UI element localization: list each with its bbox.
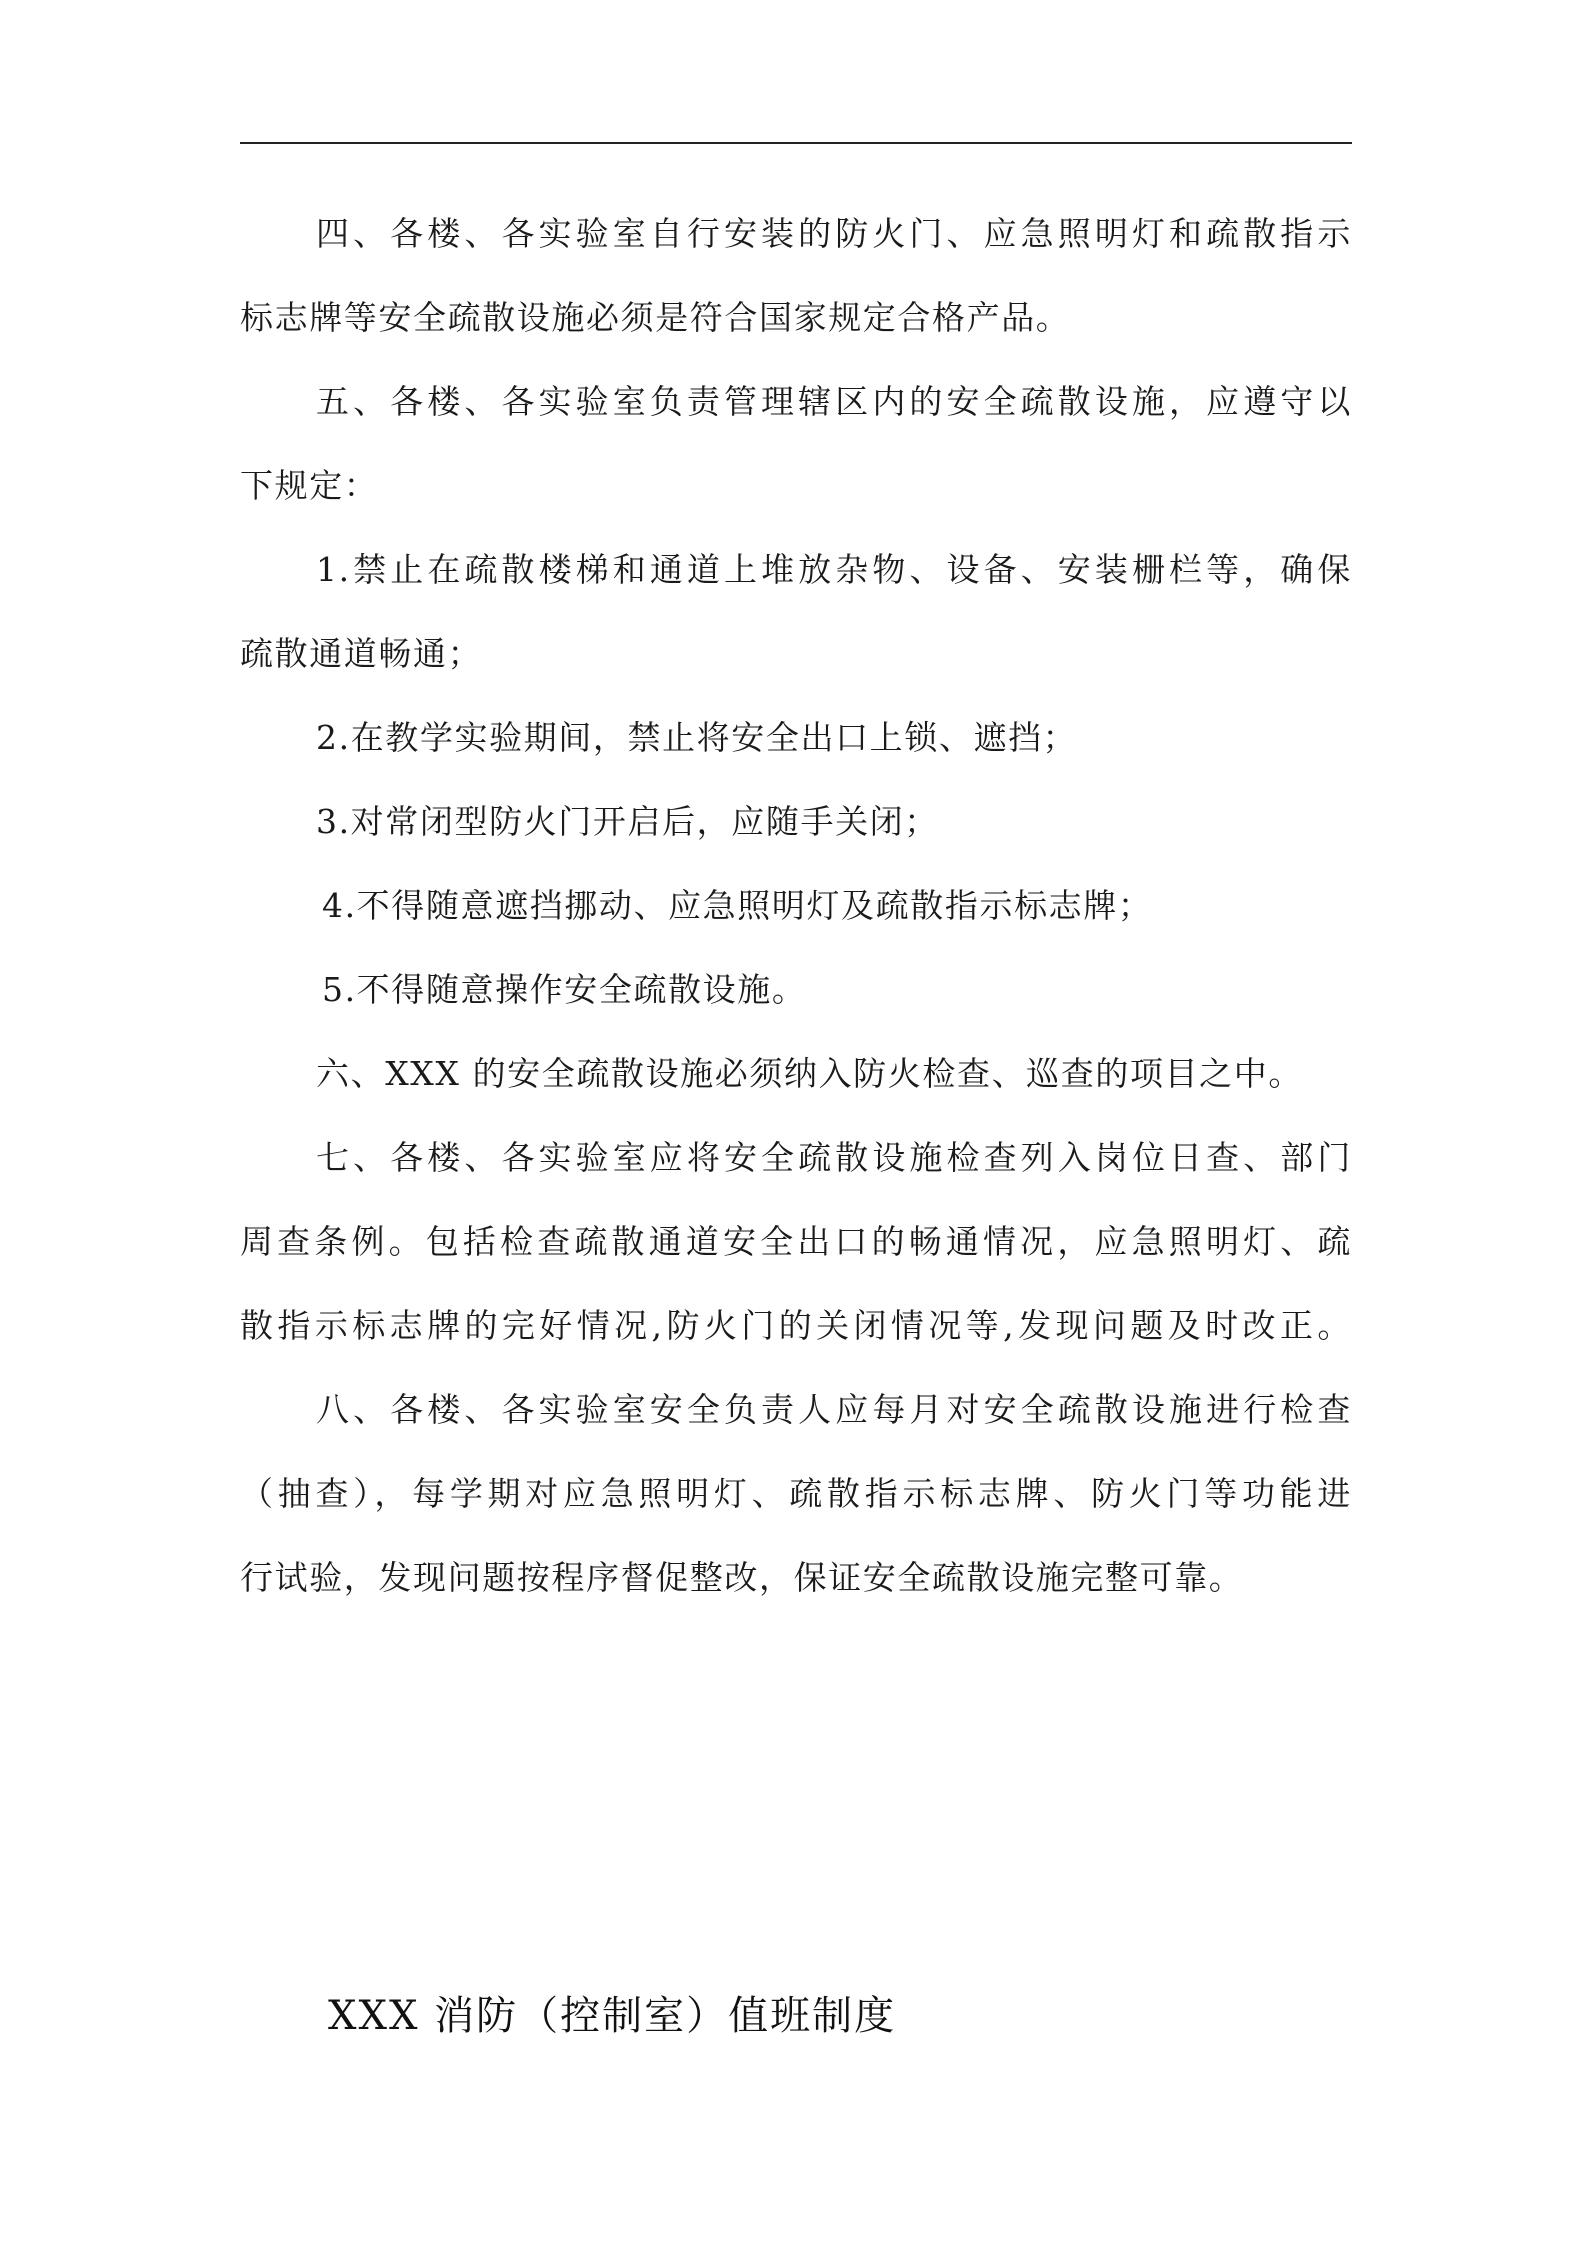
- paragraph-line: 八、各楼、各实验室安全负责人应每月对安全疏散设施进行检查: [316, 1390, 1352, 1429]
- paragraph-line: （抽查），每学期对应急照明灯、疏散指示标志牌、防火门等功能进: [240, 1474, 1352, 1513]
- paragraph-line: 四、各楼、各实验室自行安装的防火门、应急照明灯和疏散指示: [316, 214, 1352, 253]
- header-rule: [240, 142, 1352, 144]
- paragraph-line: 标志牌等安全疏散设施必须是符合国家规定合格产品。: [240, 298, 1071, 337]
- paragraph-line: 散指示标志牌的完好情况,防火门的关闭情况等,发现问题及时改正。: [240, 1306, 1352, 1345]
- list-item-line: 3.对常闭型防火门开启后，应随手关闭；: [316, 802, 939, 841]
- list-item-line: 疏散通道畅通；: [240, 634, 483, 673]
- list-item-line: 4.不得随意遮挡挪动、应急照明灯及疏散指示标志牌；: [322, 886, 1153, 925]
- paragraph-line: 行试验，发现问题按程序督促整改，保证安全疏散设施完整可靠。: [240, 1558, 1244, 1597]
- list-item-line: 1.禁止在疏散楼梯和通道上堆放杂物、设备、安装栅栏等，确保: [316, 550, 1352, 589]
- paragraph-line: 下规定：: [240, 466, 379, 505]
- paragraph-line: 六、XXX 的安全疏散设施必须纳入防火检查、巡查的项目之中。: [316, 1054, 1303, 1093]
- paragraph-line: 七、各楼、各实验室应将安全疏散设施检查列入岗位日查、部门: [316, 1138, 1352, 1177]
- paragraph-line: 周查条例。包括检查疏散通道安全出口的畅通情况，应急照明灯、疏: [240, 1222, 1352, 1261]
- list-item-line: 5.不得随意操作安全疏散设施。: [322, 970, 807, 1009]
- list-item-line: 2.在教学实验期间，禁止将安全出口上锁、遮挡；: [316, 718, 1078, 757]
- paragraph-line: 五、各楼、各实验室负责管理辖区内的安全疏散设施，应遵守以: [316, 382, 1352, 421]
- section-title: XXX 消防（控制室）值班制度: [328, 1993, 897, 2039]
